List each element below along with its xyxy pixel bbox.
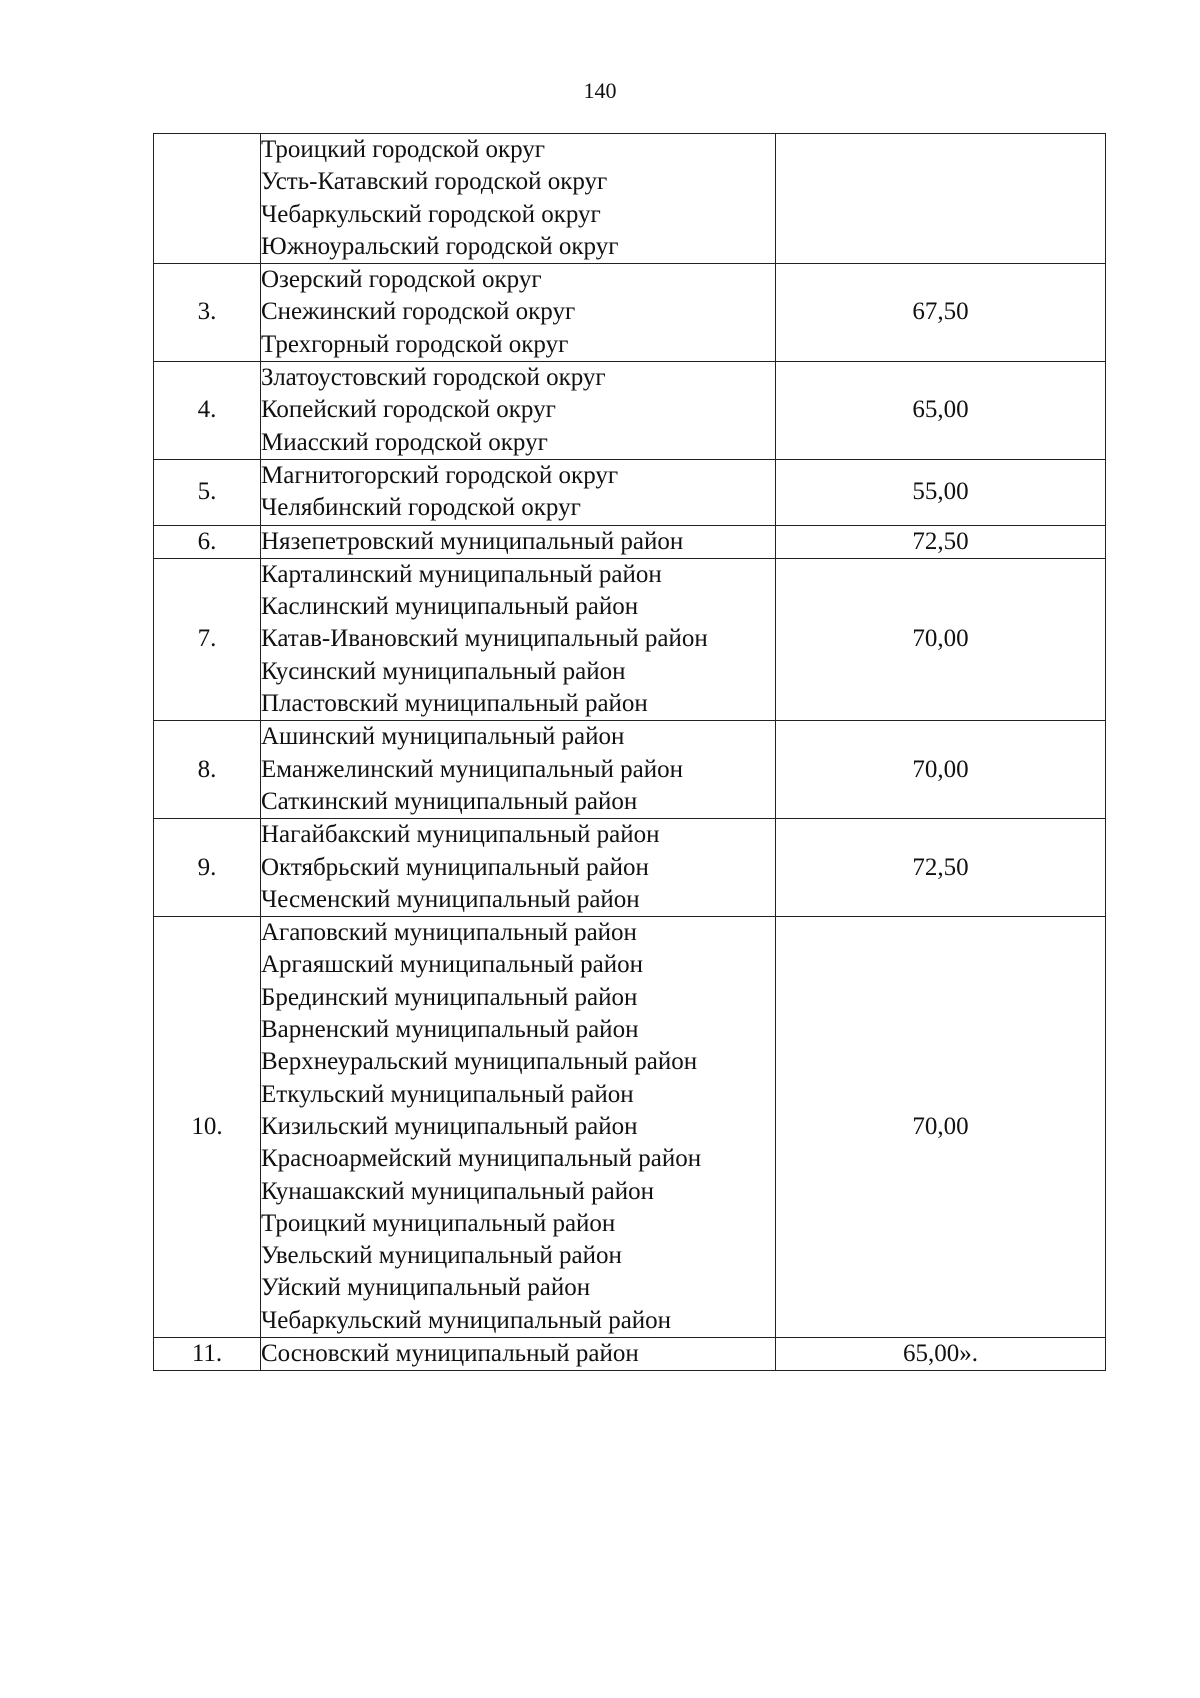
region-name: Снежинский городской округ [261,298,576,326]
region-name: Кусинский муниципальный район [261,657,626,685]
region-name: Троицкий муниципальный район [261,1209,616,1237]
row-number: 7. [154,558,261,720]
table-row [154,558,1106,720]
table-row [154,134,1106,264]
row-number: 8. [154,721,261,819]
row-value: 55,00 [776,459,1106,525]
region-name: Озерский городской округ [261,266,542,294]
region-name: Сосновский муниципальный район [261,1339,639,1367]
region-name: Пластовский муниципальный район [261,690,648,718]
row-value: 72,50 [776,819,1106,917]
region-name: Усть-Катавский городской округ [261,168,608,196]
region-names [261,134,776,264]
region-name: Троицкий городской округ [261,136,546,163]
region-name: Еткульский муниципальный район [261,1080,634,1108]
row-value: 72,50 [776,525,1106,558]
row-number [154,134,261,264]
region-name: Красноармейский муниципальный район [261,1145,702,1173]
region-names [261,459,776,525]
region-name: Еманжелинский муниципальный район [261,755,683,783]
table-row [154,917,1106,1338]
row-value: 70,00 [776,917,1106,1338]
row-value: 65,00». [776,1337,1106,1370]
region-name: Увельский муниципальный район [261,1242,622,1270]
region-name: Чебаркульский муниципальный район [261,1306,672,1334]
region-name: Нагайбакский муниципальный район [261,821,660,849]
row-number: 3. [154,264,261,362]
region-name: Златоустовский городской округ [261,364,606,392]
region-name: Варненский муниципальный район [261,1016,639,1044]
table-row [154,819,1106,917]
region-name: Кизильский муниципальный район [261,1112,638,1140]
region-name: Чебаркульский городской округ [261,200,601,228]
region-names [261,721,776,819]
table-row [154,264,1106,362]
region-name: Миасский городской округ [261,428,548,456]
table-row [154,525,1106,558]
row-value: 70,00 [776,558,1106,720]
region-name: Копейский городской округ [261,396,556,424]
region-name: Каслинский муниципальный район [261,593,639,621]
region-name: Магнитогорский городской округ [261,461,619,489]
region-name: Нязепетровский муниципальный район [261,527,684,555]
region-names [261,264,776,362]
region-name: Кунашакский муниципальный район [261,1177,654,1205]
region-name: Саткинский муниципальный район [261,787,638,815]
row-number: 9. [154,819,261,917]
region-name: Южноуральский городской округ [261,232,619,260]
region-names [261,819,776,917]
region-name: Карталинский муниципальный район [261,560,662,588]
region-name: Верхнеуральский муниципальный район [261,1048,698,1076]
row-value [776,134,1106,264]
region-name: Ашинский муниципальный район [261,723,625,751]
regions-table [153,133,1106,1371]
region-names [261,525,776,558]
region-names [261,558,776,720]
row-value: 67,50 [776,264,1106,362]
row-number: 6. [154,525,261,558]
region-name: Челябинский городской округ [261,494,581,522]
table-row [154,362,1106,460]
region-name: Трехгорный городской округ [261,330,569,358]
row-number: 4. [154,362,261,460]
region-name: Аргаяшский муниципальный район [261,951,643,979]
row-number: 11. [154,1337,261,1370]
region-name: Брединский муниципальный район [261,983,638,1011]
region-name: Катав-Ивановский муниципальный район [261,625,708,653]
row-number: 10. [154,917,261,1338]
table-row [154,721,1106,819]
region-names [261,917,776,1338]
table-row [154,1337,1106,1370]
row-value: 65,00 [776,362,1106,460]
region-name: Агаповский муниципальный район [261,919,637,947]
region-names [261,362,776,460]
page-number: 140 [583,78,617,103]
row-number: 5. [154,459,261,525]
region-name: Октябрьский муниципальный район [261,853,649,881]
table-row [154,459,1106,525]
region-name: Уйский муниципальный район [261,1274,591,1302]
row-value: 70,00 [776,721,1106,819]
region-name: Чесменский муниципальный район [261,885,640,913]
region-names [261,1337,776,1370]
